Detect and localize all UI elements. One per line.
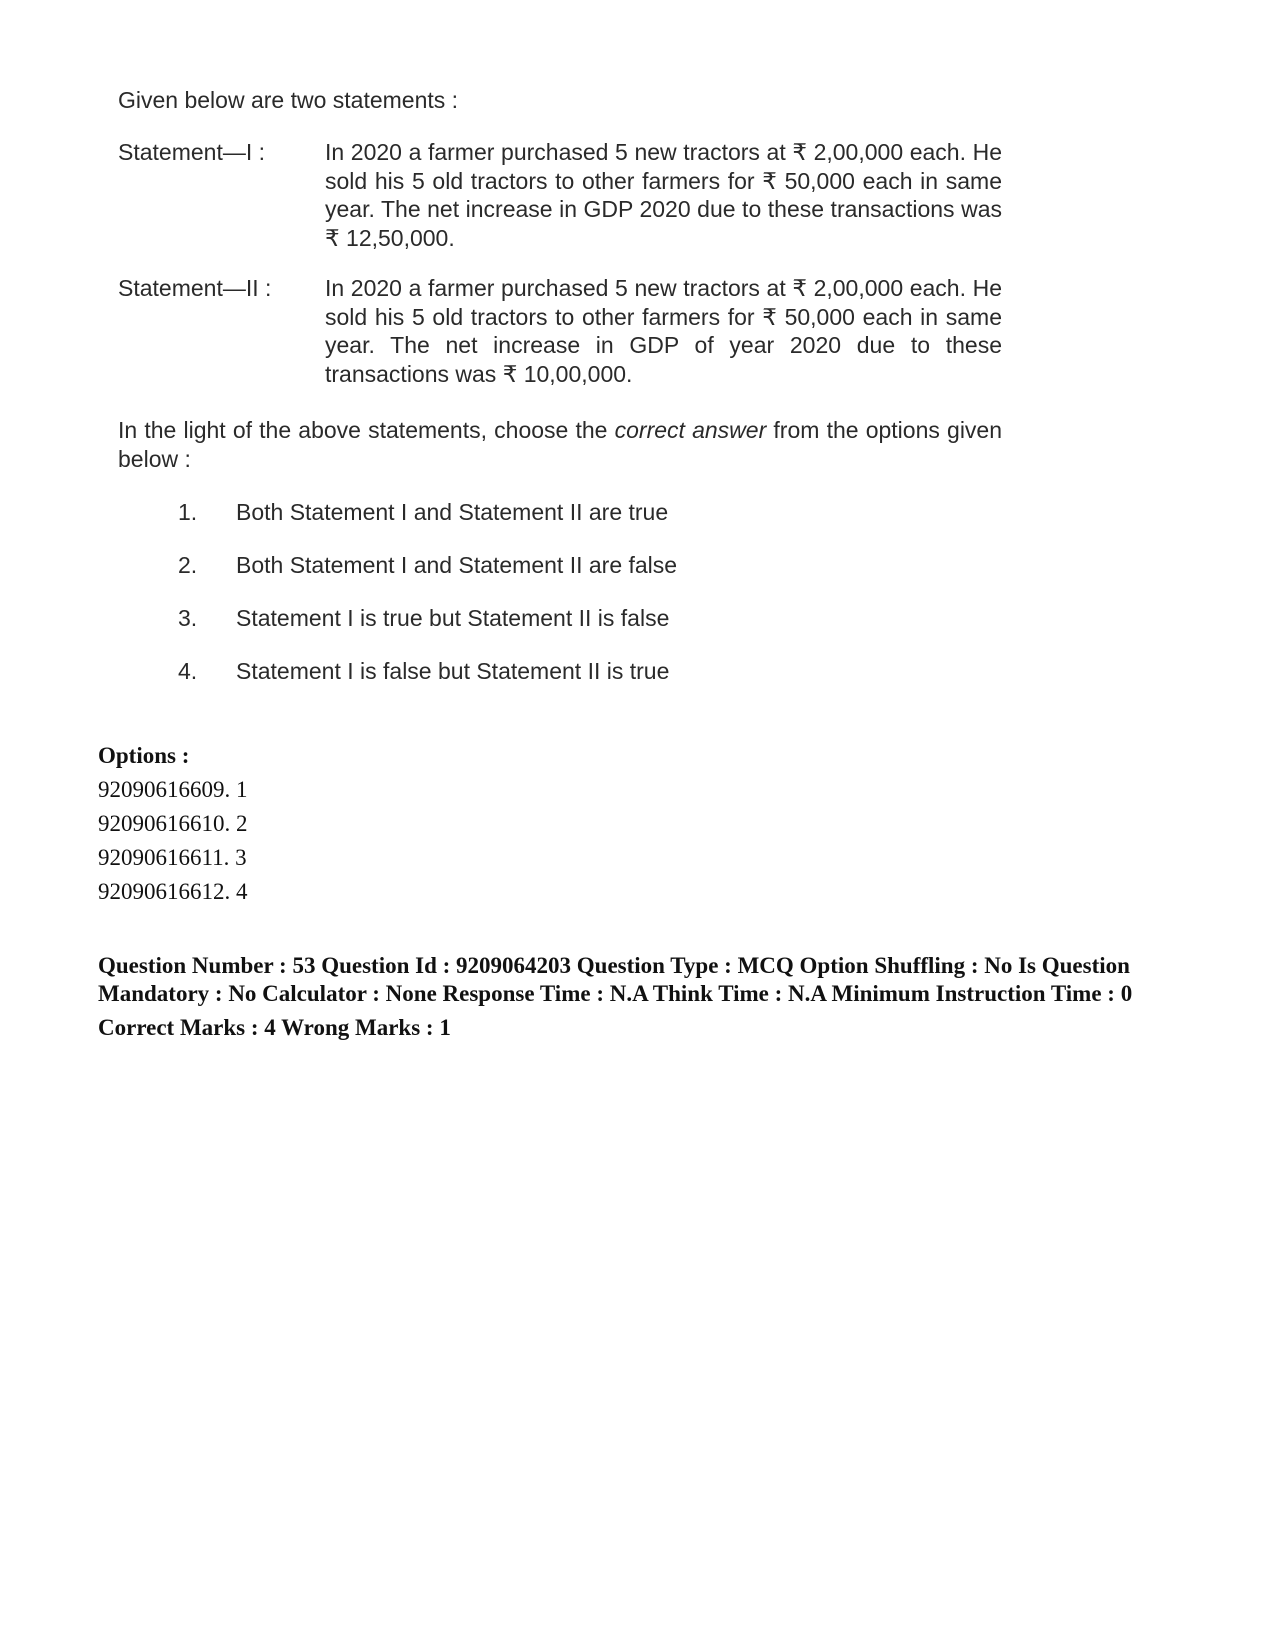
option-item: 92090616609. 1 [98,777,248,802]
choice-1 [178,498,1002,526]
statement-2-text: In 2020 a farmer purchased 5 new tractors at ₹ 2,00,000 each. He sold his 5 old tractors to other farmers for ₹ 50,000 each in same year. The net increase in GDP of year 2020 due to these transactions was ₹ 10,00,000. [325,275,1002,387]
question-meta-line: Question Number : 53 Question Id : 9209064203 Question Type : MCQ Option Shuffling : No Is Question Mandatory : No Calculator : None Response Time : N.A Think Time : N.A Minimum Instruction Time : 0 [98,953,1133,1006]
choice-2 [178,551,1002,579]
choice-number: 2. [178,552,198,578]
question-instruction [118,416,1002,474]
statement-2-label: Statement—II : [118,275,272,301]
choice-number: 1. [178,499,198,525]
option-item: 92090616610. 2 [98,811,248,836]
instruction-before: In the light of the above statements, choose the [118,417,615,443]
choice-text: Both Statement I and Statement II are true [236,499,669,525]
question-intro: Given below are two statements : [118,87,459,113]
option-item: 92090616612. 4 [98,879,248,904]
option-item: 92090616611. 3 [98,845,247,870]
question-image [118,86,1002,710]
marks-line: Correct Marks : 4 Wrong Marks : 1 [98,1015,451,1040]
instruction-emphasis: correct answer [614,417,767,443]
options-title: Options : [98,743,190,768]
statement-1-label: Statement—I : [118,139,266,165]
choice-text: Statement I is true but Statement II is false [236,605,670,631]
statement-1-text: In 2020 a farmer purchased 5 new tractors at ₹ 2,00,000 each. He sold his 5 old tractors to other farmers for ₹ 50,000 each in same year. The net increase in GDP 2020 due to these transactions was ₹ 12,50,000. [325,139,1002,251]
choice-text: Statement I is false but Statement II is true [236,658,670,684]
options-list [98,739,248,909]
question-metadata [98,952,1188,1042]
choice-3 [178,604,1002,632]
choice-number: 4. [178,658,198,684]
choice-4 [178,657,1002,685]
statement-1 [118,138,1002,252]
answer-choices [118,498,1002,685]
statement-2 [118,274,1002,388]
instruction-after: from the options given below : [118,417,1003,472]
choice-text: Both Statement I and Statement II are false [236,552,678,578]
choice-number: 3. [178,605,198,631]
